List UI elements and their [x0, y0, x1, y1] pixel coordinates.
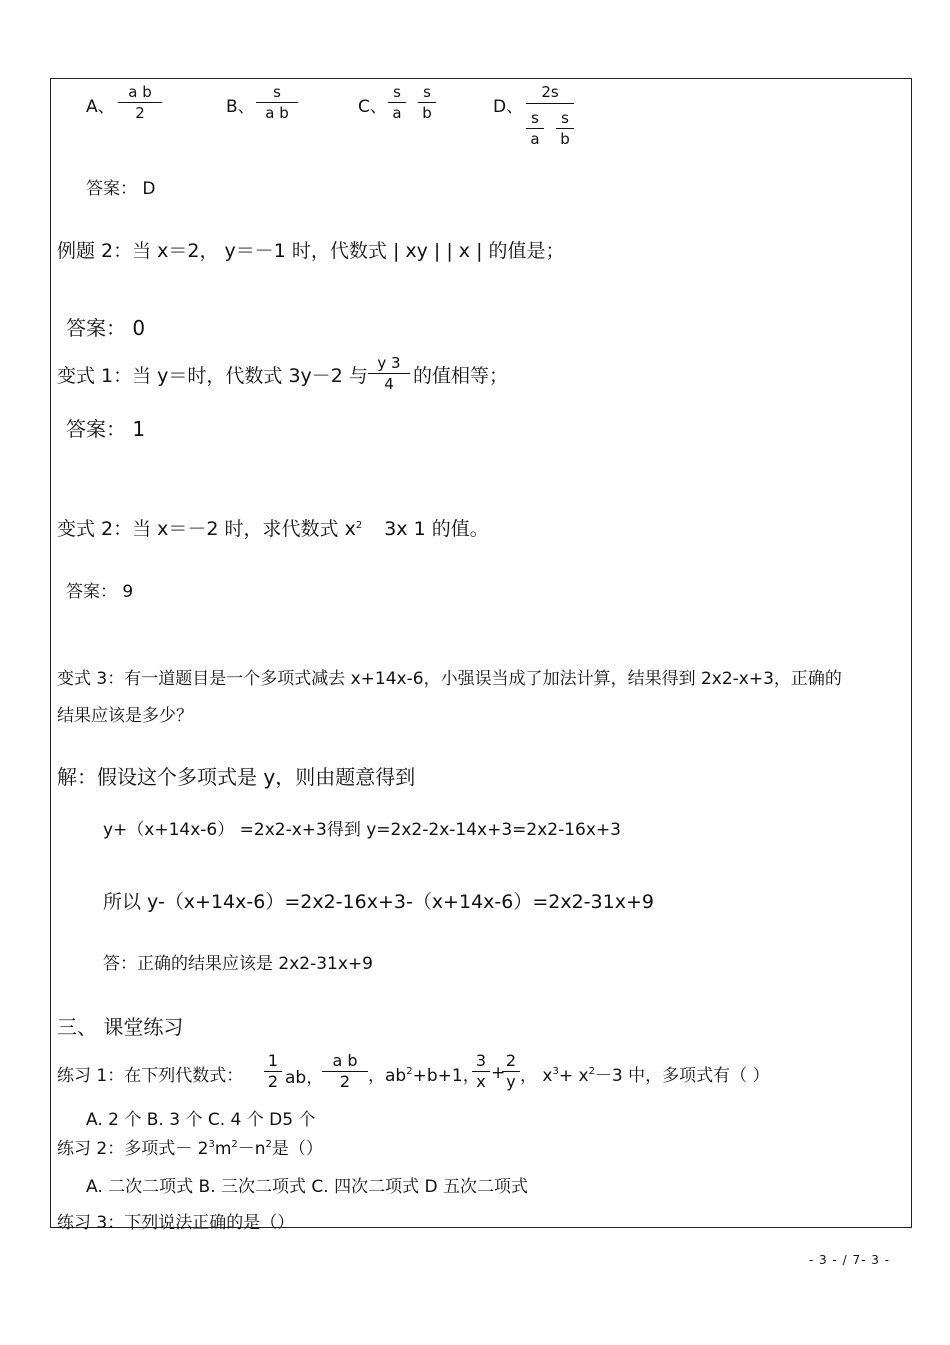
choice-b-numerator: s — [256, 82, 298, 103]
choice-a-label: A、 — [86, 97, 115, 117]
exercise-2-suffix: 是（） — [271, 1139, 323, 1159]
choice-d-bar — [526, 103, 574, 104]
exercise-1-f1-numerator: 1 — [264, 1051, 282, 1072]
variant-1-denominator: 4 — [384, 375, 394, 393]
exercise-1-f4-numerator: 2 — [502, 1051, 520, 1072]
choice-d-fraction-1 — [526, 108, 544, 149]
choice-d-f1-denominator: a — [530, 130, 540, 148]
exercise-1-fraction-3 — [472, 1051, 490, 1092]
choice-c-fraction-1 — [388, 82, 406, 123]
exercise-1-fraction-4 — [502, 1051, 520, 1092]
exercise-1-t5-exponent: 2 — [588, 1066, 595, 1077]
variant-1-fraction — [368, 353, 410, 394]
exercise-1-tail — [520, 1061, 770, 1086]
exercise-1-term-1: ab， — [285, 1068, 324, 1088]
exercise-3-question: 练习 3：下列说法正确的是（） — [57, 1213, 295, 1233]
exercise-1-prefix: 练习 1：在下列代数式： — [57, 1066, 244, 1086]
exercise-1-t6: －3 中，多项式有（ ） — [594, 1066, 770, 1086]
exercise-2-options: A. 二次二项式 B. 三次二项式 C. 四次二项式 D 五次二项式 — [86, 1177, 528, 1197]
variant-1-answer: 答案： 1 — [66, 417, 146, 441]
example-2-question: 例题 2：当 x＝2， y＝－1 时，代数式 | xy | | x | 的值是； — [57, 240, 565, 262]
exercise-2-question — [57, 1134, 323, 1159]
choice-b-denominator: a b — [265, 104, 289, 122]
variant-2-answer: 答案： 9 — [66, 582, 134, 602]
exercise-1-options: A. 2 个 B. 3 个 C. 4 个 D5 个 — [86, 1110, 316, 1130]
choice-b-fraction — [256, 82, 298, 123]
exercise-1-f4-denominator: y — [506, 1072, 516, 1091]
solution-step-1: y+（x+14x-6） =2x2-x+3得到 y=2x2-2x-14x+3=2x2-16x+3 — [103, 820, 621, 840]
solution-step-2: 所以 y-（x+14x-6）=2x2-16x+3-（x+14x-6）=2x2-31x+9 — [103, 891, 654, 913]
choice-d-fraction-2 — [556, 108, 574, 149]
exercise-2-exp-1: 3 — [208, 1139, 215, 1150]
variant-2-prefix: 变式 2：当 x＝－2 时，求代数式 x — [57, 518, 356, 540]
solution-answer: 答：正确的结果应该是 2x2-31x+9 — [103, 954, 373, 974]
section-3-title: 三、 课堂练习 — [57, 1015, 184, 1039]
exercise-1-f2-numerator: a b — [322, 1051, 368, 1072]
answer-0: 答案： D — [86, 179, 156, 199]
choice-d-f1-numerator: s — [526, 108, 544, 129]
page-number: - 3 - / 7- 3 - — [808, 1253, 890, 1267]
exercise-2-mid-2: －n — [237, 1139, 266, 1159]
exercise-1-fraction-2 — [322, 1051, 368, 1092]
choice-a-numerator: a b — [118, 82, 162, 103]
exercise-1-plus: + — [491, 1063, 506, 1083]
variant-3-line-2: 结果应该是多少？ — [57, 706, 193, 726]
exercise-1-t2-exponent: 2 — [406, 1066, 413, 1077]
exercise-2-exp-2: 2 — [231, 1139, 238, 1150]
choice-c-f1-denominator: a — [392, 104, 402, 122]
exercise-1-f3-denominator: x — [476, 1072, 486, 1091]
exercise-1-f1-denominator: 2 — [267, 1072, 279, 1091]
exercise-1-t5: + x — [558, 1066, 589, 1086]
example-2-answer: 答案： 0 — [66, 316, 146, 340]
choice-c-label: C、 — [358, 97, 387, 117]
exercise-1-f3-numerator: 3 — [472, 1051, 490, 1072]
exercise-1-t4: ， x — [520, 1066, 553, 1086]
variant-2-question — [57, 514, 489, 541]
variant-2-suffix: 3x 1 的值。 — [384, 518, 489, 540]
variant-3-line-1: 变式 3：有一道题目是一个多项式减去 x+14x-6，小强误当成了加法计算，结果得到 2x2-x+3，正确的 — [57, 669, 842, 689]
exercise-1-term-2 — [368, 1061, 480, 1086]
exercise-1-fraction-1 — [264, 1051, 282, 1092]
choice-d-label: D、 — [493, 97, 524, 117]
variant-1-numerator: y 3 — [368, 353, 410, 374]
choice-c-f2-numerator: s — [418, 82, 436, 103]
exercise-2-prefix: 练习 2：多项式－ 2 — [57, 1139, 209, 1159]
choice-a-fraction — [118, 82, 162, 123]
choice-a-denominator: 2 — [135, 104, 145, 122]
exercise-1-f2-denominator: 2 — [339, 1072, 351, 1091]
choice-d-f2-denominator: b — [560, 130, 570, 148]
solution-intro: 解：假设这个多项式是 y，则由题意得到 — [57, 765, 416, 789]
variant-2-exponent: 2 — [355, 520, 363, 531]
choice-c-fraction-2 — [418, 82, 436, 123]
exercise-1-t4-exponent: 3 — [552, 1066, 559, 1077]
exercise-2-mid: m — [214, 1139, 232, 1159]
choice-c-f2-denominator: b — [422, 104, 432, 122]
choice-d-top: 2s — [541, 83, 559, 101]
choice-c-f1-numerator: s — [388, 82, 406, 103]
variant-1-suffix: 的值相等； — [413, 365, 509, 387]
choice-d-f2-numerator: s — [556, 108, 574, 129]
exercise-1-t2: ，ab — [368, 1066, 407, 1086]
exercise-1-t3: +b+1， — [412, 1066, 480, 1086]
variant-1-question: 变式 1：当 y＝时，代数式 3y－2 与 — [57, 365, 368, 387]
exercise-2-exp-3: 2 — [265, 1139, 272, 1150]
choice-b-label: B、 — [226, 97, 255, 117]
